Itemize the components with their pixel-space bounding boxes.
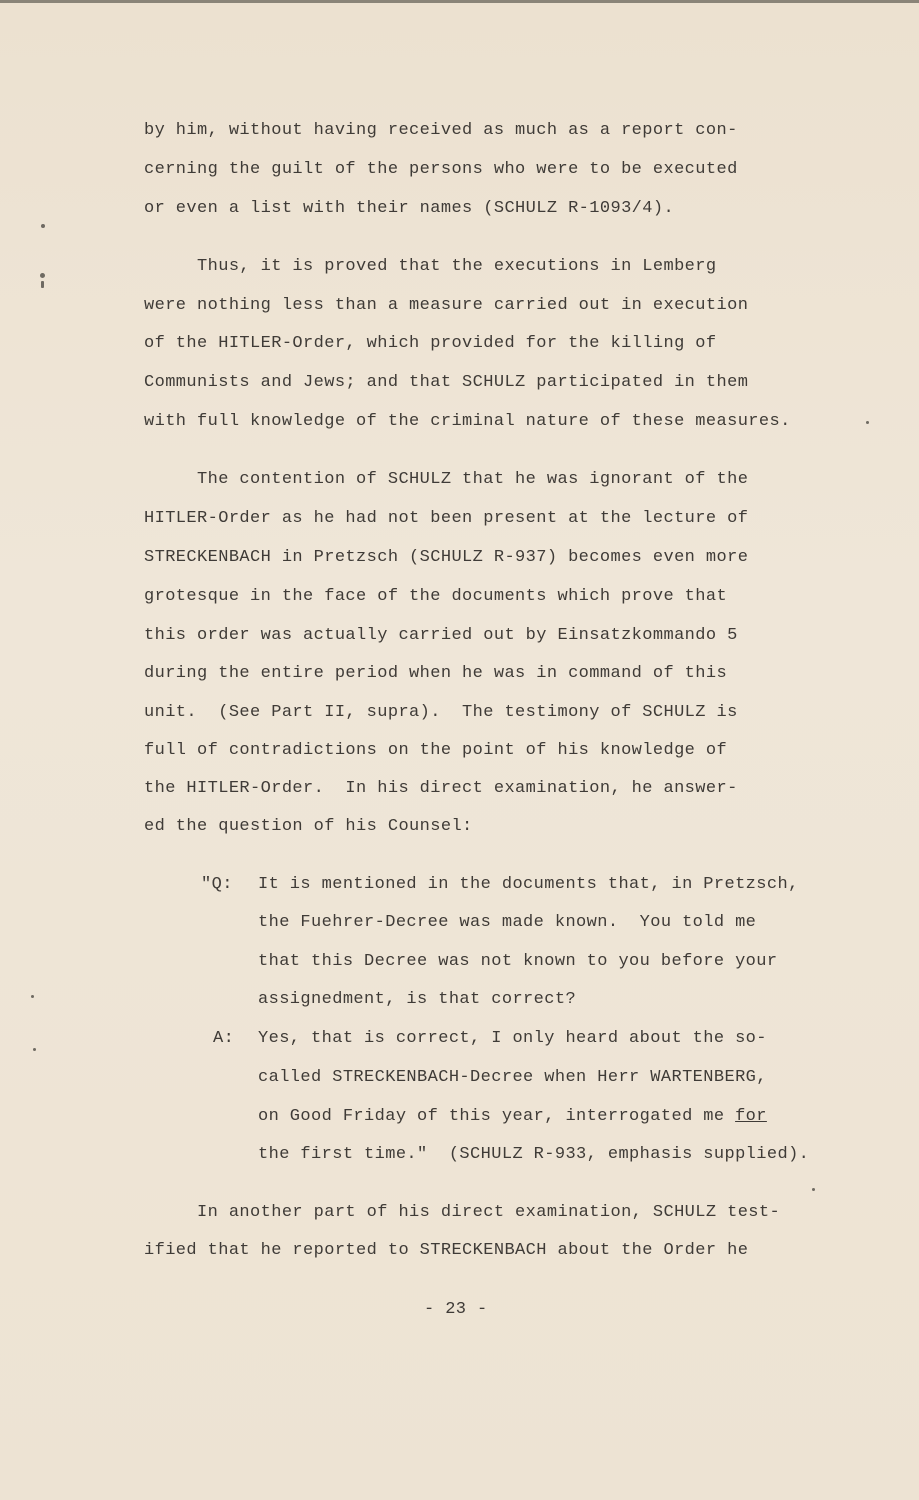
quote-line: that this Decree was not known to you before your — [258, 952, 778, 971]
page-number: - 23 - — [424, 1300, 488, 1319]
text-line: with full knowledge of the criminal nature of these measures. — [144, 412, 791, 431]
scan-speck — [812, 1188, 815, 1191]
text-line: ed the question of his Counsel: — [144, 817, 473, 836]
quote-line: It is mentioned in the documents that, in Pretzsch, — [258, 875, 799, 894]
text-line: cerning the guilt of the persons who were to be executed — [144, 160, 738, 179]
scan-speck — [41, 281, 44, 288]
quote-line: Yes, that is correct, I only heard about the so- — [258, 1029, 767, 1048]
text-line: this order was actually carried out by Einsatzkommando 5 — [144, 626, 738, 645]
text-line: by him, without having received as much as a report con- — [144, 121, 738, 140]
scan-speck — [41, 224, 45, 228]
text-line: were nothing less than a measure carried out in execution — [144, 296, 749, 315]
text-line: of the HITLER-Order, which provided for the killing of — [144, 334, 717, 353]
top-border — [0, 0, 919, 3]
text-line: ified that he reported to STRECKENBACH about the Order he — [144, 1241, 749, 1260]
text-line: or even a list with their names (SCHULZ R-1093/4). — [144, 199, 675, 218]
quote-line: the first time." (SCHULZ R-933, emphasis supplied). — [258, 1145, 810, 1164]
text-line: The contention of SCHULZ that he was ignorant of the — [144, 470, 749, 489]
text-line: Communists and Jews; and that SCHULZ participated in them — [144, 373, 749, 392]
text-line: during the entire period when he was in command of this — [144, 664, 728, 683]
text-line: STRECKENBACH in Pretzsch (SCHULZ R-937) becomes even more — [144, 548, 749, 567]
text-line: full of contradictions on the point of his knowledge of — [144, 741, 728, 760]
scan-speck — [40, 273, 45, 278]
answer-marker: A: — [213, 1029, 235, 1048]
text-line: In another part of his direct examination, SCHULZ test- — [144, 1203, 781, 1222]
text-line: Thus, it is proved that the executions in Lemberg — [144, 257, 717, 276]
underlined-emphasis: for — [735, 1107, 767, 1126]
quote-line: the Fuehrer-Decree was made known. You told me — [258, 913, 757, 932]
quote-text: on Good Friday of this year, interrogated me — [258, 1107, 736, 1126]
scan-speck — [33, 1048, 36, 1051]
quote-line: called STRECKENBACH-Decree when Herr WARTENBERG, — [258, 1068, 767, 1087]
text-line: the HITLER-Order. In his direct examination, he answer- — [144, 779, 738, 798]
text-line: grotesque in the face of the documents which prove that — [144, 587, 728, 606]
quote-line — [258, 1106, 767, 1128]
quote-line: assignedment, is that correct? — [258, 990, 577, 1009]
scan-speck — [31, 995, 34, 998]
scan-speck — [866, 421, 869, 424]
question-marker: "Q: — [201, 875, 233, 894]
text-line: HITLER-Order as he had not been present at the lecture of — [144, 509, 749, 528]
text-line: unit. (See Part II, supra). The testimony of SCHULZ is — [144, 703, 738, 722]
